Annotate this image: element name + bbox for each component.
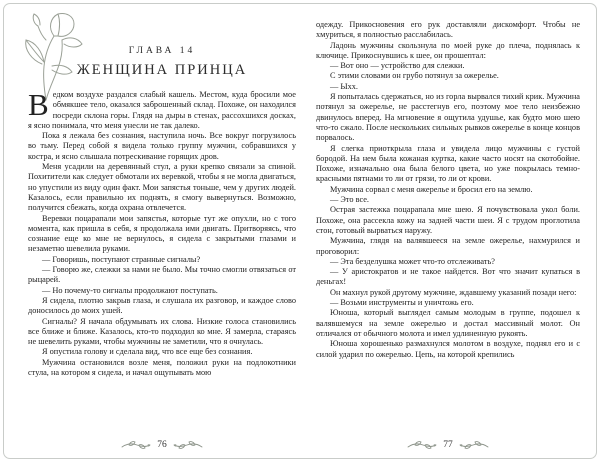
paragraph: — Возьми инструменты и уничтожь его. bbox=[330, 298, 474, 308]
paragraph: Я сидела, плотно закрыв глаза, и слушала их разговор, и каждое слово доносилось до моих ушей. bbox=[28, 295, 296, 316]
chapter-label: ГЛАВА 14 bbox=[128, 46, 196, 56]
paragraph: — Ыхх. bbox=[330, 81, 358, 91]
paragraph: Острая застежка поцарапала мне шею. Я почувствовала укол боли. Похоже, она рассекла кожу на задней части шеи. Я с трудом проглотила стон, готовый вырваться наружу. bbox=[316, 205, 580, 235]
paragraph: Пока я лежала без сознания, наступила ночь. Все вокруг погрузилось во тьму. Перед собой я видела только группу мужчин, собравшихся у костра, и ясно слышала потрескивание горящих дров. bbox=[28, 131, 296, 161]
right-page-footer bbox=[316, 440, 580, 450]
paragraph: Ладонь мужчины скользнула по моей руке до плеча, поднялась к ключице. Прикоснувшись к шее, он прошептал: bbox=[316, 40, 580, 60]
page-number: 77 bbox=[443, 440, 453, 450]
right-paragraph-list bbox=[316, 20, 580, 360]
paragraph: Юноша, который выглядел самым молодым в группе, подошел к валявшемуся на земле ожерелью и достал массивный молот. Он отличался от обычного молота и имел удлиненную рукоять. bbox=[316, 308, 580, 338]
paragraph: Сигналы? Я начала обдумывать их слова. Низкие голоса становились все ближе и ближе. Казалось, кто-то подходил ко мне. Я замерла, стараясь не шевелить руками, чтобы мужчины не заметили, что я очнулась. bbox=[28, 316, 296, 347]
left-paragraph-list bbox=[28, 131, 296, 378]
right-page-body bbox=[316, 20, 580, 360]
paragraph: Меня усадили на деревянный стул, а руки крепко связали за спиной. Похитители как следует обмотали их веревкой, чтобы я не могла двигаться, но упустили из виду один факт. Мои запястья тоньше, чем у других людей. Казалось, если правильно их поднять, я смогу вывернуться. Возможно, получится сбежать, когда охрана отвлечется. bbox=[28, 162, 296, 213]
right-page bbox=[316, 4, 580, 458]
page-number: 76 bbox=[157, 440, 167, 450]
left-page-body bbox=[28, 87, 296, 378]
paragraph: — У аристократов и не такое найдется. Вот что значит купаться в деньгах! bbox=[316, 267, 580, 287]
drop-cap: В bbox=[28, 87, 49, 122]
footer-flourish-left-icon bbox=[121, 440, 151, 450]
paragraph: — Но почему-то сигналы продолжают поступать. bbox=[42, 285, 218, 295]
book-spread bbox=[3, 3, 597, 459]
paragraph: Веревки поцарапали мои запястья, которые тут же опухли, но с того момента, как пришла в себя, я продолжала ими двигать. Притворяясь, что сознание еще ко мне не вернулось, я сидела с закрытыми глазами и незаметно шевелила руками. bbox=[28, 213, 296, 254]
left-page-footer bbox=[28, 440, 296, 450]
paragraph: — Это все. bbox=[330, 195, 369, 205]
footer-flourish-right-icon bbox=[173, 440, 203, 450]
paragraph: Мужчина, глядя на валявшееся на земле ожерелье, нахмурился и проговорил: bbox=[316, 236, 580, 256]
paragraph: Я опустила голову и сделала вид, что все еще без сознания. bbox=[42, 347, 253, 357]
footer-flourish-left-icon bbox=[407, 440, 437, 450]
paragraph: — Говоришь, поступают странные сигналы? bbox=[42, 254, 201, 264]
chapter-heading bbox=[28, 46, 296, 79]
paragraph: Мужчина остановился возле меня, положил руки на подлокотники стула, на котором я сидела, и начал ощупывать мою bbox=[28, 357, 296, 378]
paragraph: — Говорю же, слежки за нами не было. Мы точно смогли отвязаться от рыцарей. bbox=[28, 265, 296, 285]
paragraph: — Вот оно — устройство для слежки. bbox=[330, 61, 465, 71]
chapter-title: ЖЕНЩИНА ПРИНЦА bbox=[76, 62, 248, 78]
paragraph: — Эта безделушка может что-то отслеживать? bbox=[330, 256, 495, 266]
left-page bbox=[28, 4, 296, 458]
paragraph: С этими словами он грубо потянул за ожерелье. bbox=[330, 71, 499, 81]
opening-paragraph-text: едком воздухе раздался слабый кашель. Местом, куда бросили мое обмякшее тело, оказался заброшенный склад. Похоже, он находился посреди склона горы. Глядя на дыры в стенах, рассохшихся досках, я ясно понимала, что меня унесли не так далеко. bbox=[28, 90, 296, 130]
opening-paragraph bbox=[28, 87, 296, 131]
paragraph: Юноша хорошенько размахнулся молотом в воздухе, поднял его и с силой ударил по ожерелью. Цепь, на которой крепились bbox=[316, 339, 580, 359]
paragraph: Он махнул рукой другому мужчине, ждавшему указаний позади него: bbox=[330, 287, 577, 297]
paragraph: Я попыталась сдержаться, но из горла вырвался тихий крик. Мужчина потянул за ожерелье, не расстегнув его, поэтому мое тело неизбежно двинулось вперед. На мгновение я ощутила удушье, как будто мою шею что-то сжало. После нескольких сильных рывков ожерелье в конце концов порвалось. bbox=[316, 92, 580, 143]
footer-flourish-right-icon bbox=[459, 440, 489, 450]
paragraph: Я слегка приоткрыла глаза и увидела лицо мужчины с густой бородой. На нем была кожаная куртка, какие часто носят на скотобойне. Похоже, изначально она была белого цвета, но уже покрылась темно-красными пятнами то ли от грязи, то ли от крови. bbox=[316, 143, 580, 184]
paragraph: Мужчина сорвал с меня ожерелье и бросил его на землю. bbox=[330, 184, 533, 194]
paragraph: одежду. Прикосновения его рук доставляли дискомфорт. Чтобы не хмуриться, я полностью расслабилась. bbox=[316, 20, 580, 40]
